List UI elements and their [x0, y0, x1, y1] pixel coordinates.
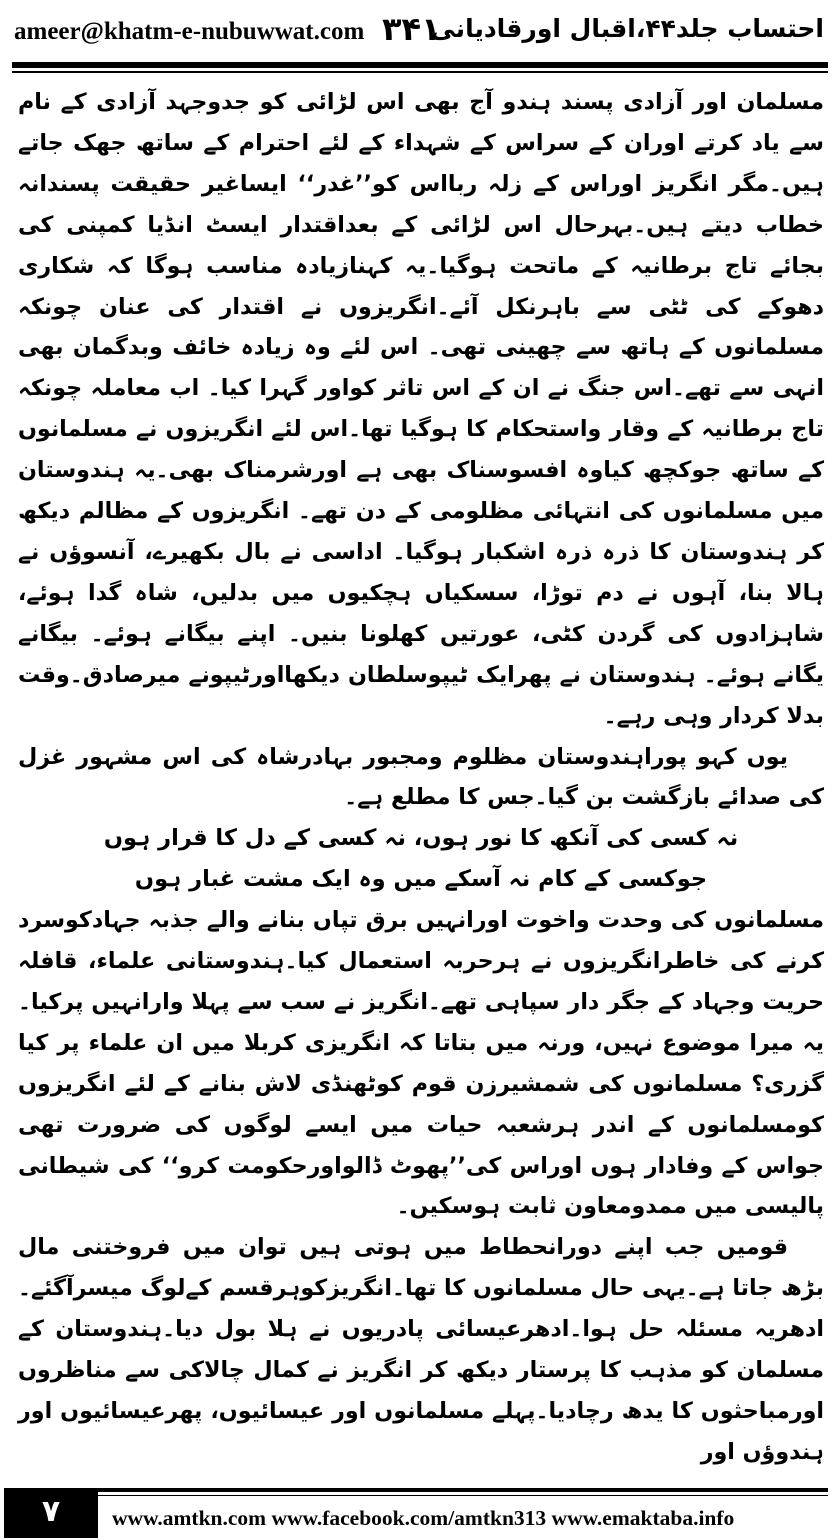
page-header [0, 0, 840, 64]
body-text [18, 82, 824, 1473]
paragraph-2: یوں کہو پوراہندوستان مظلوم ومجبور بہادرشاہ کی اس مشہور غزل کی صدائے بازگشت بن گیا۔جس کا مطلع ہے۔ [18, 743, 824, 811]
verse-line-2: جوکسی کے کام نہ آسکے میں وہ ایک مشت غبار ہوں [134, 866, 708, 893]
footer-page-badge: ۷ [4, 1488, 98, 1538]
page-number: ۳۴۱ [382, 10, 441, 48]
running-title: احتساب جلد۴۴،اقبال اورقادیانی [430, 14, 824, 43]
verse-line-1: نہ کسی کی آنکھ کا نور ہوں، نہ کسی کے دل کا قرار ہوں [103, 825, 739, 852]
footer-rule-thick [98, 1488, 828, 1492]
footer-links: www.amtkn.com www.facebook.com/amtkn313 www.emaktaba.info [112, 1506, 735, 1530]
paragraph-4: قومیں جب اپنے دورانحطاط میں ہوتی ہیں توان میں فروختنی مال بڑھ جاتا ہے۔یہی حال مسلمانوں کا تھا۔انگریزکوہرقسم کےلوگ میسرآگئے۔ادھریہ مسئلہ حل ہوا۔ادھرعیسائی پادریوں نے ہلا بول دیا۔ہندوستان کے مسلمان کو مذہب کا پرستار دیکھ کر انگریز نے کمال چالاکی سے مناظروں اورمباحثوں کا یدھ رچادیا۔پہلے مسلمانوں اور عیسائیوں، پھرعیسائیوں اور ہندوؤں اور [18, 1234, 824, 1465]
header-email: ameer@khatm-e-nubuwwat.com [14, 18, 365, 45]
page-footer [0, 1484, 840, 1540]
header-rule-thin [12, 71, 828, 73]
paragraph-1: مسلمان اور آزادی پسند ہندو آج بھی اس لڑائی کو جدوجہد آزادی کے نام سے یاد کرتے اوران کے سراس کے شہداء کے لئے احترام کے ساتھ جھک جاتے ہیں۔مگر انگریز اوراس کے زلہ ربااس کو’’غدر‘‘ ایساغیر حقیقت پسندانہ خطاب دیتے ہیں۔بہرحال اس لڑائی کے بعداقتدار ایسٹ انڈیا کمپنی کی بجائے تاج برطانیہ کے ماتحت ہوگیا۔یہ کہنازیادہ مناسب ہوگا کہ شکاری دھوکے کی ٹٹی سے باہرنکل آئے۔انگریزوں نے اقتدار کی عنان چونکہ مسلمانوں کے ہاتھ سے چھینی تھی۔ اس لئے وہ زیادہ خائف وبدگمان بھی انہی سے تھے۔اس جنگ نے ان کے اس تاثر کواور گہرا کیا۔ اب معاملہ چونکہ تاج برطانیہ کے وقار واستحکام کا ہوگیا تھا۔اس لئے انگریزوں نے مسلمانوں کے ساتھ جوکچھ کیاوہ افسوسناک بھی ہے اورشرمناک بھی۔یہ ہندوستان میں مسلمانوں کی انتہائی مظلومی کے دن تھے۔ انگریزوں کے مظالم دیکھ کر ہندوستان کا ذرہ ذرہ اشکبار ہوگیا۔ اداسی نے بال بکھیرے، آنسوؤں نے ہالا بنا، آہوں نے دم توڑا، سسکیاں ہچکیوں میں بدلیں، شاہ گدا ہوئے، شاہزادوں کی گردن کٹی، عورتیں کھلونا بنیں۔ اپنے بیگانے ہوئے۔ بیگانے یگانے ہوئے۔ ہندوستان نے پھرایک ٹیپوسلطان دیکھااورٹیپونے میرصادق۔وقت بدلا کردار وہی رہے۔ [18, 89, 824, 729]
header-rule-thick [12, 62, 828, 68]
footer-rule-thin [98, 1495, 828, 1496]
paragraph-3: مسلمانوں کی وحدت واخوت اورانہیں برق تپاں بنانے والے جذبہ جہادکوسرد کرنے کی خاطرانگریزوں نے ہرحربہ استعمال کیا۔ہندوستانی علماء، قافلہ حریت وجہاد کے جگر دار سپاہی تھے۔انگریز نے سب سے پہلا وارانہیں پرکیا۔یہ میرا موضوع نہیں، ورنہ میں بتاتا کہ انگریزی کربلا میں ان علماء پر کیا گزری؟ مسلمانوں کی شمشیرزن قوم کوٹھنڈی لاش بنانے کے لئے انگریزوں کومسلمانوں کے اندر ہرشعبہ حیات میں ایسے لوگوں کی ضرورت تھی جواس کے وفادار ہوں اوراس کی’’پھوٹ ڈالواورحکومت کرو‘‘ کی شیطانی پالیسی میں ممدومعاون ثابت ہوسکیں۔ [18, 907, 824, 1220]
